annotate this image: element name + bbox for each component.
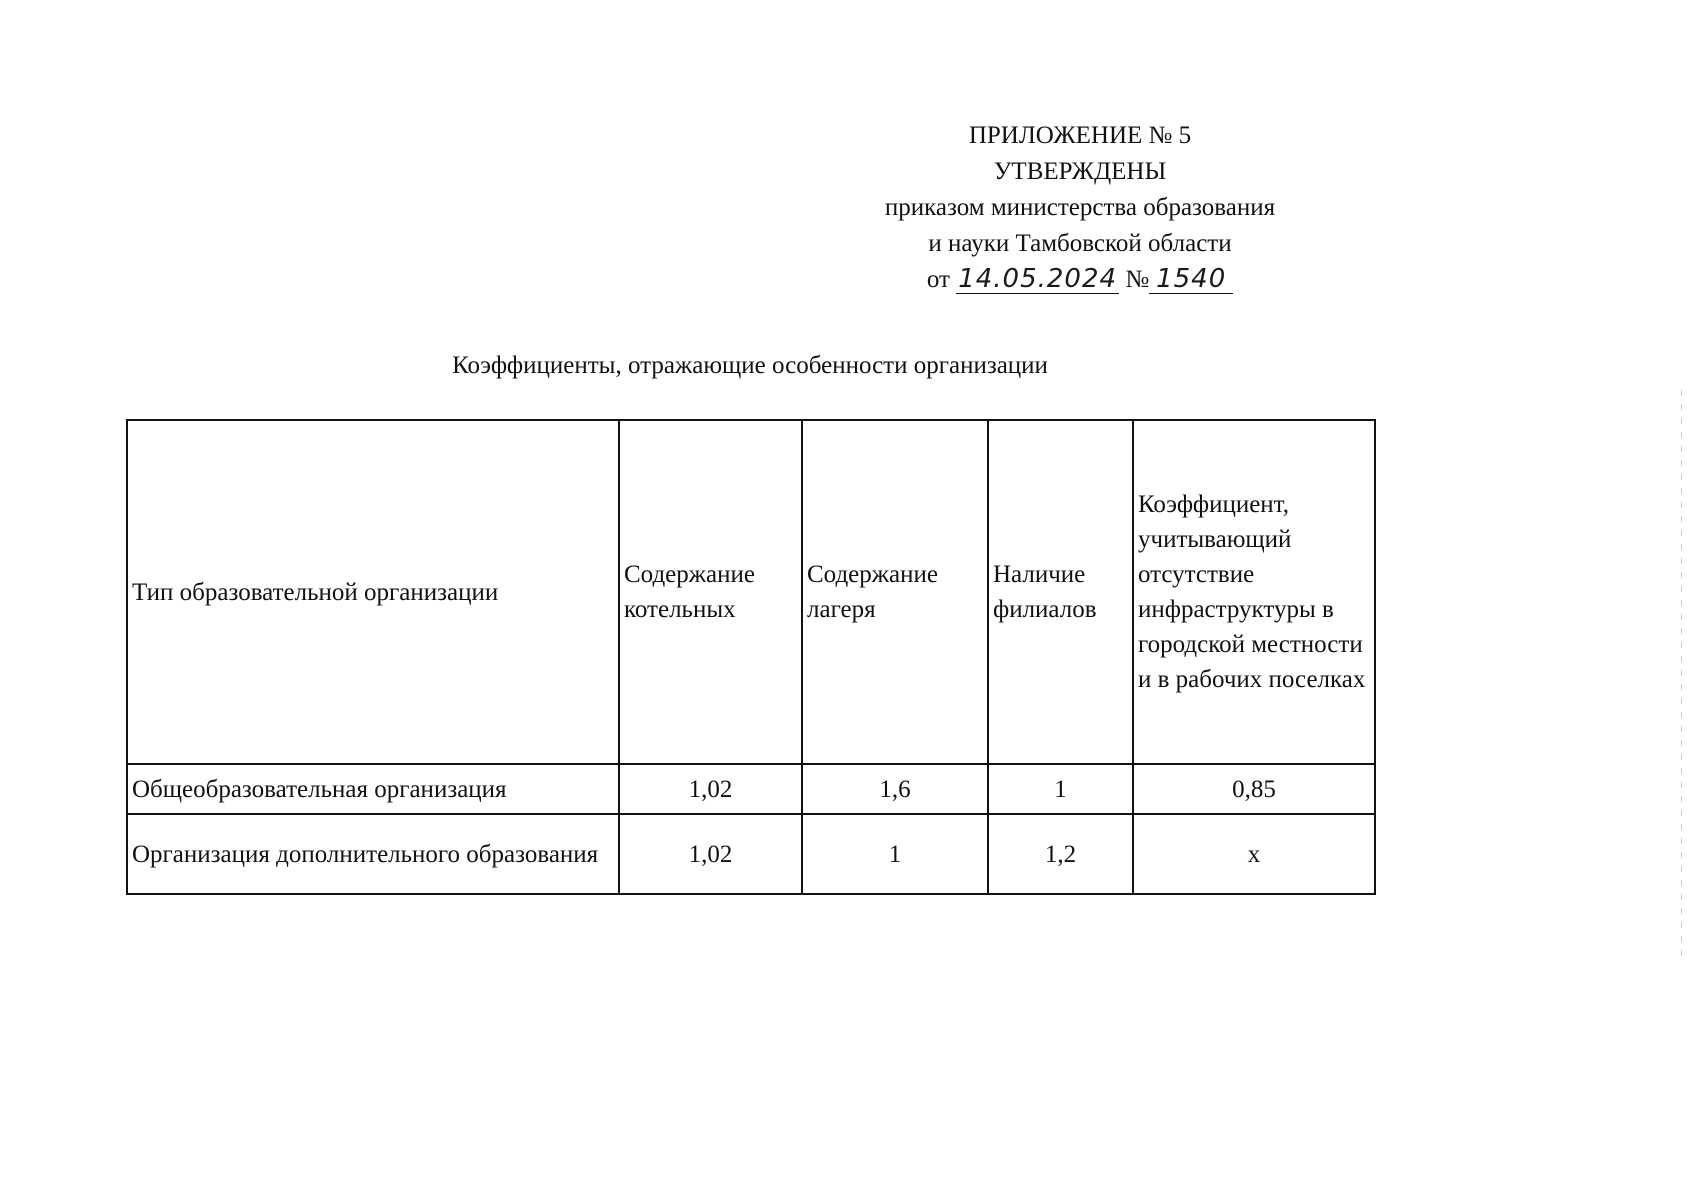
order-date-number-line bbox=[850, 262, 1310, 298]
handwritten-order-number: 1540 bbox=[1149, 265, 1233, 294]
cell-boilers: 1,02 bbox=[619, 764, 802, 814]
document-title: Коэффициенты, отражающие особенности организации bbox=[452, 352, 1048, 379]
header-branches: Наличие филиалов bbox=[988, 420, 1133, 764]
appendix-number: ПРИЛОЖЕНИЕ № 5 bbox=[968, 122, 1192, 149]
order-line-2: и науки Тамбовской области bbox=[928, 230, 1232, 257]
cell-camp: 1 bbox=[802, 814, 988, 894]
approved-label: УТВЕРЖДЕНЫ bbox=[993, 158, 1167, 185]
header-boilers: Содержание котельных bbox=[619, 420, 802, 764]
cell-branches: 1 bbox=[988, 764, 1133, 814]
handwritten-date: 14.05.2024 bbox=[958, 264, 1118, 294]
cell-infrastructure: х bbox=[1133, 814, 1375, 894]
scan-edge-artifact bbox=[1681, 390, 1682, 960]
coefficients-table bbox=[126, 419, 1376, 895]
cell-org-type: Организация дополнительного образования bbox=[127, 814, 619, 894]
cell-org-type: Общеобразовательная организация bbox=[127, 764, 619, 814]
header-camp: Содержание лагеря bbox=[802, 420, 988, 764]
order-line-1: приказом министерства образования bbox=[884, 194, 1276, 221]
table-header-row bbox=[127, 420, 1375, 764]
cell-camp: 1,6 bbox=[802, 764, 988, 814]
header-org-type: Тип образовательной организации bbox=[127, 420, 619, 764]
cell-boilers: 1,02 bbox=[619, 814, 802, 894]
cell-infrastructure: 0,85 bbox=[1133, 764, 1375, 814]
cell-branches: 1,2 bbox=[988, 814, 1133, 894]
header-infrastructure: Коэффициент, учитывающий отсутствие инфраструктуры в городской местности и в рабочих поселках bbox=[1133, 420, 1375, 764]
table-row bbox=[127, 814, 1375, 894]
number-prefix: № bbox=[1125, 266, 1150, 293]
approval-block bbox=[850, 118, 1310, 298]
table-row bbox=[127, 764, 1375, 814]
date-prefix: от bbox=[926, 266, 950, 293]
